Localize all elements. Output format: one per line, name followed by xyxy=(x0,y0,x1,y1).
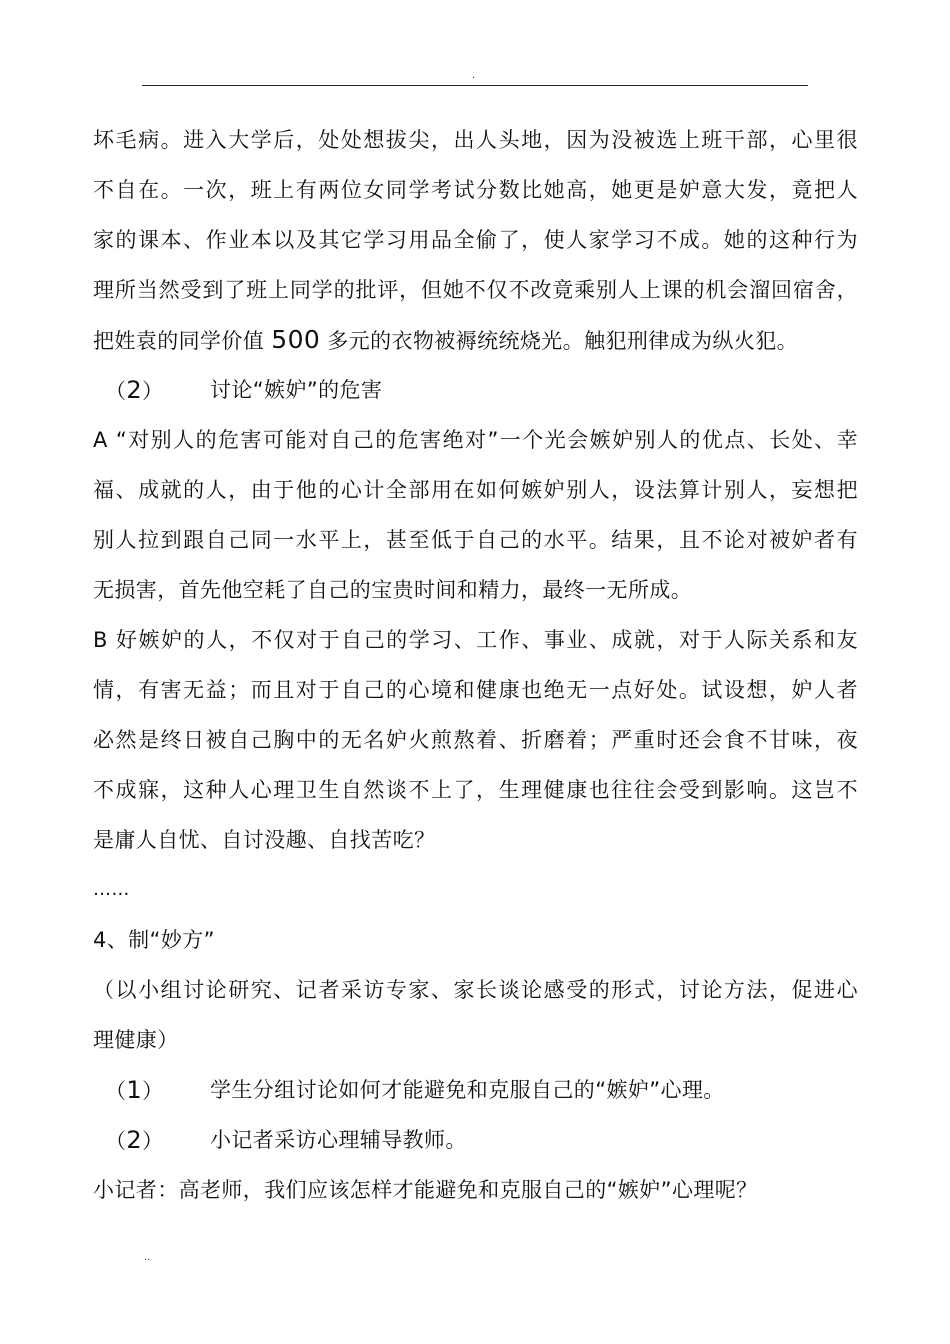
list-item-2 xyxy=(93,1115,858,1165)
list-item-harm xyxy=(93,365,858,415)
list-item-text: 学生分组讨论如何才能避免和克服自己的“嫉妒”心理。 xyxy=(210,1078,725,1102)
text-line xyxy=(93,315,858,365)
text-line: 理健康） xyxy=(93,1028,179,1052)
section-heading: 4、制“妙方” xyxy=(93,928,215,952)
text-line: 不成寐，这种人心理卫生自然谈不上了，生理健康也往往会受到影响。这岂不 xyxy=(93,778,858,802)
text-line: 无损害，首先他空耗了自己的宝贵时间和精力，最终一无所成。 xyxy=(93,578,693,602)
text-line: 别人拉到跟自己同一水平上，甚至低于自己的水平。结果，且不论对被妒者有 xyxy=(93,528,858,552)
list-item-text: 讨论“嫉妒”的危害 xyxy=(210,378,383,402)
paragraph-1 xyxy=(93,115,858,365)
footer-dots: .. xyxy=(144,1252,151,1263)
text-run: 多元的衣物被褥统统烧光。触犯刑律成为纵火犯。 xyxy=(320,329,799,353)
text-run: 把姓袁的同学价值 xyxy=(93,329,272,353)
text-line: B 好嫉妒的人，不仅对于自己的学习、工作、事业、成就，对于人际关系和友 xyxy=(93,628,858,652)
list-item-number: （1） xyxy=(105,1075,164,1104)
text-line: 理所当然受到了班上同学的批评，但她不仅不改竟乘别人上课的机会溜回宿舍， xyxy=(93,278,858,302)
header-rule xyxy=(142,85,808,86)
amount-number: 500 xyxy=(271,325,321,354)
text-line: 坏毛病。进入大学后，处处想拔尖，出人头地，因为没被选上班干部，心里很 xyxy=(93,128,858,152)
text-line: A “对别人的危害可能对自己的危害绝对”一个光会嫉妒别人的优点、长处、幸 xyxy=(93,428,858,452)
paragraph-b xyxy=(93,615,858,865)
paragraph-a xyxy=(93,415,858,615)
list-item-number: （2） xyxy=(105,1125,164,1154)
text-line: 必然是终日被自己胸中的无名妒火煎熬着、折磨着；严重时还会食不甘味，夜 xyxy=(93,728,858,752)
text-line: 福、成就的人，由于他的心计全部用在如何嫉妒别人，设法算计别人，妄想把 xyxy=(93,478,858,502)
header-dot: . xyxy=(472,70,476,81)
reporter-question: 小记者：高老师，我们应该怎样才能避免和克服自己的“嫉妒”心理呢？ xyxy=(93,1178,758,1202)
text-line: 家的课本、作业本以及其它学习用品全偷了，使人家学习不成。她的这种行为 xyxy=(93,228,858,252)
ellipsis: …… xyxy=(93,879,130,900)
text-line: 不自在。一次，班上有两位女同学考试分数比她高，她更是妒意大发，竟把人 xyxy=(93,178,858,202)
document-body xyxy=(93,115,858,1215)
list-item-1 xyxy=(93,1065,858,1115)
list-item-number: （2） xyxy=(105,375,164,404)
list-item-text: 小记者采访心理辅导教师。 xyxy=(210,1128,467,1152)
text-line: 情，有害无益；而且对于自己的心境和健康也绝无一点好处。试设想，妒人者 xyxy=(93,678,858,702)
paragraph-form xyxy=(93,965,858,1065)
text-line: （以小组讨论研究、记者采访专家、家长谈论感受的形式，讨论方法，促进心 xyxy=(93,978,858,1002)
text-line: 是庸人自忧、自讨没趣、自找苦吃？ xyxy=(93,828,436,852)
